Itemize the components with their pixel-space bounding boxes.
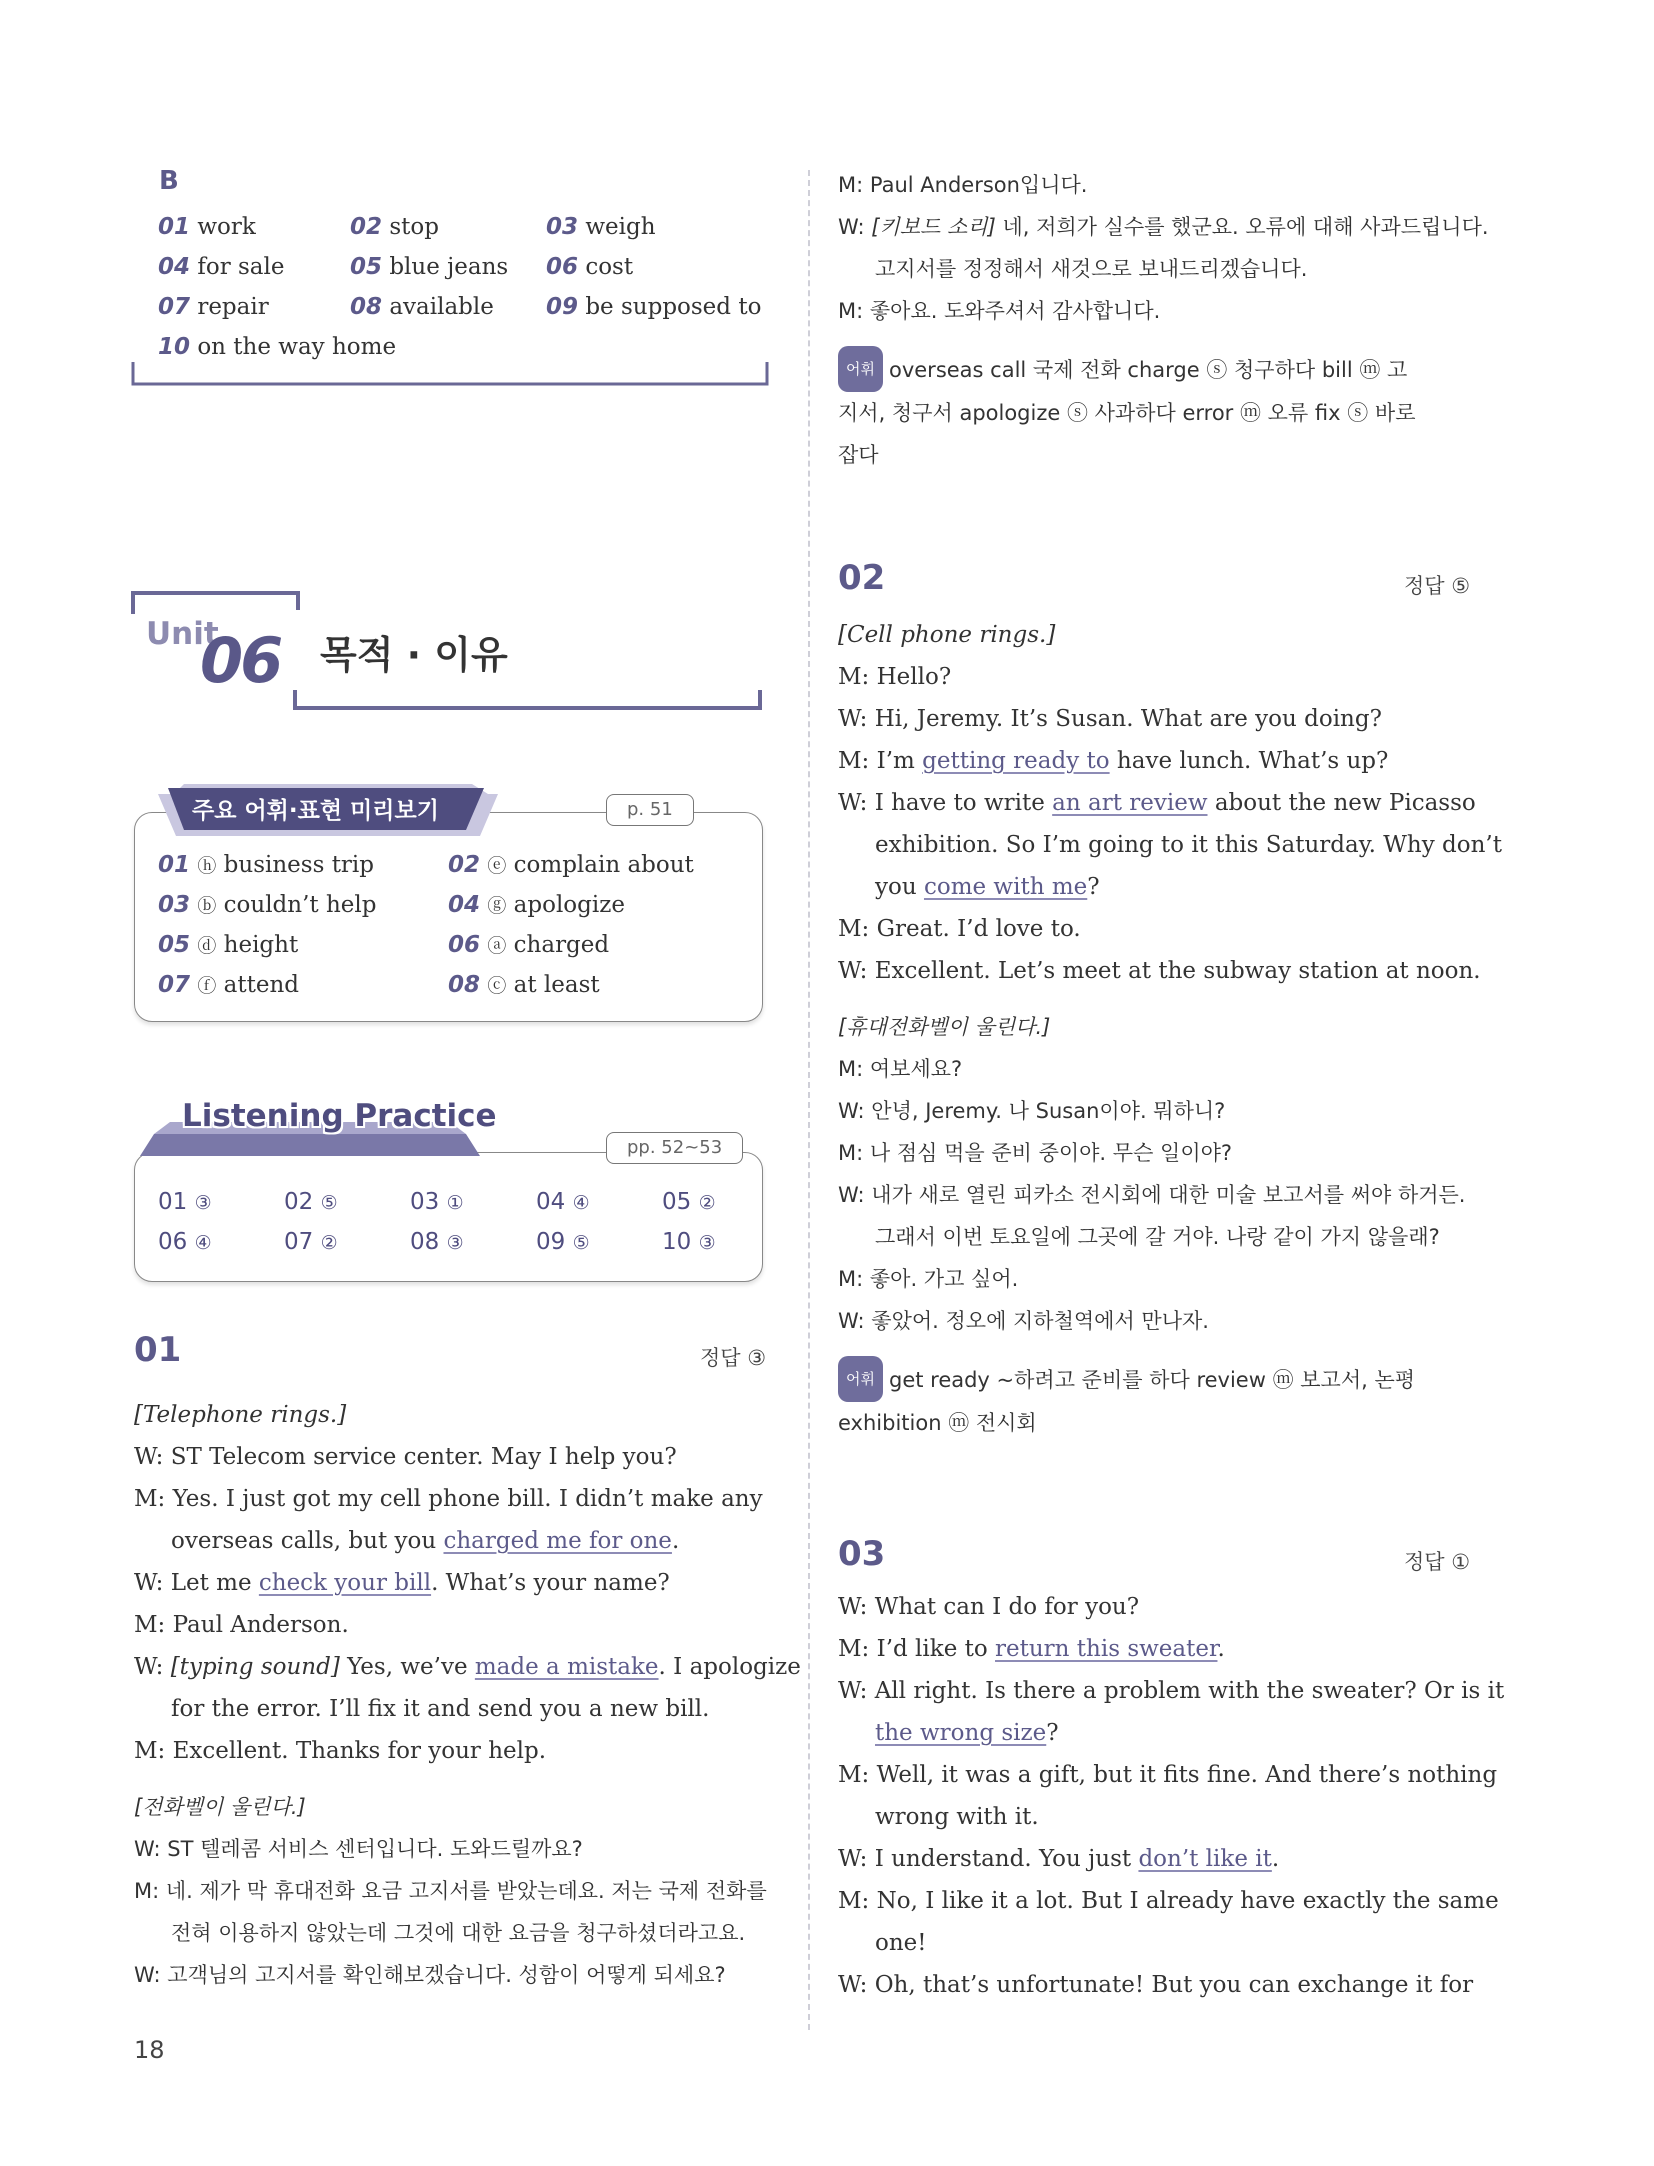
item-text: cost bbox=[585, 254, 634, 280]
answer-blank: don’t like it bbox=[1138, 1846, 1272, 1872]
stage-direction: [Cell phone rings.] bbox=[838, 622, 1056, 648]
dialogue-line: the wrong size? bbox=[875, 1720, 1059, 1746]
answer-mark: ① bbox=[446, 1192, 464, 1214]
question-number: 03 bbox=[838, 1534, 886, 1574]
dialogue-line-ko: M: 여보세요? bbox=[838, 1057, 963, 1081]
vocab-line: 잡다 bbox=[838, 443, 879, 467]
answer-mark: ② bbox=[320, 1232, 338, 1254]
item-text: available bbox=[389, 294, 494, 320]
dialogue-line: W: What can I do for you? bbox=[838, 1594, 1140, 1620]
item-mark: ⓒ bbox=[487, 975, 507, 997]
dialogue-line: W: Excellent. Let’s meet at the subway station at noon. bbox=[838, 958, 1481, 984]
q01-dialogue-continued bbox=[838, 164, 1489, 476]
section-b-label: B bbox=[159, 166, 179, 196]
answer-label: 정답 ③ bbox=[700, 1346, 767, 1370]
answer-blank: return this sweater bbox=[995, 1636, 1218, 1662]
item-num: 04 bbox=[448, 892, 481, 918]
dialogue-line-ko: M: 나 점심 먹을 준비 중이야. 무슨 일이야? bbox=[838, 1141, 1233, 1165]
dialogue-line: you come with me? bbox=[875, 874, 1100, 900]
dialogue-line-ko: M: 좋아. 가고 싶어. bbox=[838, 1267, 1019, 1291]
item-text: height bbox=[223, 932, 299, 958]
item-mark: ⓗ bbox=[197, 855, 217, 877]
item-num: 02 bbox=[350, 214, 383, 240]
answer-mark: ④ bbox=[194, 1232, 212, 1254]
item-text: blue jeans bbox=[389, 254, 509, 280]
stage-direction-ko: [휴대전화벨이 울린다.] bbox=[838, 1015, 1051, 1039]
question-number: 02 bbox=[838, 558, 886, 598]
answer-label: 정답 ① bbox=[1404, 1550, 1471, 1574]
dialogue-line: W: I understand. You just don’t like it. bbox=[838, 1846, 1280, 1872]
dialogue-line-ko: W: 고객님의 고지서를 확인해보겠습니다. 성함이 어떻게 되세요? bbox=[134, 1963, 726, 1987]
unit-label: Unit bbox=[146, 616, 219, 652]
answer-mark: ⑤ bbox=[320, 1192, 338, 1214]
dialogue-line: W: [typing sound] Yes, we’ve made a mistake. I apologize bbox=[134, 1654, 801, 1680]
dialogue-line: W: ST Telecom service center. May I help you? bbox=[134, 1444, 677, 1470]
dialogue-line: M: Paul Anderson. bbox=[134, 1612, 349, 1638]
item-text: couldn’t help bbox=[223, 892, 377, 918]
dialogue-line: W: All right. Is there a problem with the sweater? Or is it bbox=[838, 1678, 1505, 1704]
answer-num: 05 bbox=[662, 1189, 692, 1215]
answer-num: 06 bbox=[158, 1229, 188, 1255]
dialogue-line: overseas calls, but you charged me for one. bbox=[171, 1528, 680, 1554]
dialogue-line: wrong with it. bbox=[875, 1804, 1039, 1830]
dialogue-line-ko: 그래서 이번 토요일에 그곳에 갈 거야. 나랑 같이 가지 않을래? bbox=[875, 1225, 1440, 1249]
dialogue-line-ko: M: 네. 제가 막 휴대전화 요금 고지서를 받았는데요. 저는 국제 전화를 bbox=[134, 1879, 767, 1903]
vocab-preview-page: p. 51 bbox=[606, 794, 694, 826]
dialogue-line: W: Hi, Jeremy. It’s Susan. What are you doing? bbox=[838, 706, 1382, 732]
item-num: 08 bbox=[448, 972, 481, 998]
answer-num: 02 bbox=[284, 1189, 314, 1215]
answer-num: 07 bbox=[284, 1229, 314, 1255]
item-text: attend bbox=[223, 972, 300, 998]
answer-blank: check your bill bbox=[258, 1570, 432, 1596]
section-b-bracket bbox=[130, 360, 770, 390]
stage-direction: [Telephone rings.] bbox=[134, 1402, 347, 1428]
q02-dialogue bbox=[838, 614, 1502, 1444]
answer-mark: ③ bbox=[698, 1232, 716, 1254]
item-mark: ⓖ bbox=[487, 895, 507, 917]
item-num: 01 bbox=[158, 852, 191, 878]
item-num: 07 bbox=[158, 972, 191, 998]
dialogue-line-ko: W: ST 텔레콤 서비스 센터입니다. 도와드릴까요? bbox=[134, 1837, 583, 1861]
answer-num: 08 bbox=[410, 1229, 440, 1255]
unit-title: 목적 · 이유 bbox=[320, 633, 508, 677]
answer-blank: charged me for one bbox=[443, 1528, 672, 1554]
answer-mark: ② bbox=[698, 1192, 716, 1214]
vocab-line: 지서, 청구서 apologize ⓢ 사과하다 error ⓜ 오류 fix ⓢ 바로 bbox=[838, 401, 1416, 425]
answer-blank: an art review bbox=[1052, 790, 1208, 816]
answer-mark: ④ bbox=[572, 1192, 590, 1214]
dialogue-line: W: Let me check your bill. What’s your name? bbox=[134, 1570, 670, 1596]
item-text: repair bbox=[197, 294, 269, 320]
dialogue-line: for the error. I’ll fix it and send you a new bill. bbox=[171, 1696, 710, 1722]
dialogue-line-ko: M: 좋아요. 도와주셔서 감사합니다. bbox=[838, 299, 1161, 323]
item-text: be supposed to bbox=[585, 294, 762, 320]
dialogue-line: W: I have to write an art review about the new Picasso bbox=[838, 790, 1476, 816]
item-text: complain about bbox=[513, 852, 694, 878]
item-text: on the way home bbox=[197, 334, 397, 360]
unit-number: 06 bbox=[200, 624, 281, 697]
item-mark: ⓑ bbox=[197, 895, 217, 917]
dialogue-line: one! bbox=[875, 1930, 927, 1956]
dialogue-line-ko: W: 좋았어. 정오에 지하철역에서 만나자. bbox=[838, 1309, 1209, 1333]
answer-blank: come with me bbox=[923, 874, 1088, 900]
vocab-line: exhibition ⓜ 전시회 bbox=[838, 1411, 1037, 1435]
listening-practice-pages: pp. 52~53 bbox=[606, 1132, 743, 1164]
item-num: 08 bbox=[350, 294, 383, 320]
vocab-badge: 어휘 bbox=[838, 1356, 883, 1402]
item-text: apologize bbox=[513, 892, 625, 918]
answer-mark: ③ bbox=[194, 1192, 212, 1214]
answer-mark: ⑤ bbox=[572, 1232, 590, 1254]
dialogue-line-ko: 고지서를 정정해서 새것으로 보내드리겠습니다. bbox=[875, 257, 1308, 281]
dialogue-line: M: Excellent. Thanks for your help. bbox=[134, 1738, 547, 1764]
item-mark: ⓐ bbox=[487, 935, 507, 957]
answer-num: 10 bbox=[662, 1229, 692, 1255]
item-num: 03 bbox=[158, 892, 191, 918]
dialogue-line: M: Great. I’d love to. bbox=[838, 916, 1081, 942]
dialogue-line-ko: W: 내가 새로 열린 피카소 전시회에 대한 미술 보고서를 써야 하거든. bbox=[838, 1183, 1466, 1207]
q03-dialogue bbox=[838, 1586, 1505, 2006]
dialogue-line: M: No, I like it a lot. But I already have exactly the same bbox=[838, 1888, 1499, 1914]
section-b-list bbox=[158, 206, 778, 366]
item-mark: ⓔ bbox=[487, 855, 507, 877]
listening-practice-title: Listening Practice bbox=[182, 1098, 497, 1134]
vocab-badge: 어휘 bbox=[838, 346, 883, 392]
dialogue-line: W: Oh, that’s unfortunate! But you can exchange it for bbox=[838, 1972, 1474, 1998]
answer-num: 04 bbox=[536, 1189, 566, 1215]
dialogue-line-ko: M: Paul Anderson입니다. bbox=[838, 173, 1088, 197]
item-mark: ⓓ bbox=[197, 935, 217, 957]
dialogue-line: exhibition. So I’m going to it this Saturday. Why don’t bbox=[875, 832, 1502, 858]
item-text: business trip bbox=[223, 852, 375, 878]
vocab-preview-list bbox=[158, 844, 758, 1004]
item-num: 04 bbox=[158, 254, 191, 280]
dialogue-line: M: I’d like to return this sweater. bbox=[838, 1636, 1225, 1662]
question-number: 01 bbox=[134, 1330, 182, 1370]
answer-num: 01 bbox=[158, 1189, 188, 1215]
stage-direction-ko: [전화벨이 울린다.] bbox=[134, 1795, 306, 1819]
answer-blank: the wrong size bbox=[875, 1720, 1047, 1746]
dialogue-line: M: Yes. I just got my cell phone bill. I didn’t make any bbox=[134, 1486, 763, 1512]
item-text: weigh bbox=[585, 214, 656, 240]
item-num: 10 bbox=[158, 334, 191, 360]
item-text: stop bbox=[389, 214, 439, 240]
item-text: for sale bbox=[197, 254, 285, 280]
answer-num: 09 bbox=[536, 1229, 566, 1255]
vocab-preview-title: 주요 어휘·표현 미리보기 bbox=[192, 798, 439, 824]
dialogue-line-ko: W: [키보드 소리] 네, 저희가 실수를 했군요. 오류에 대해 사과드립니다. bbox=[838, 215, 1489, 239]
item-mark: ⓕ bbox=[197, 975, 217, 997]
item-num: 05 bbox=[350, 254, 383, 280]
dialogue-line-ko: 전혀 이용하지 않았는데 그것에 대한 요금을 청구하셨더라고요. bbox=[171, 1921, 746, 1945]
answer-num: 03 bbox=[410, 1189, 440, 1215]
item-num: 06 bbox=[448, 932, 481, 958]
dialogue-line: M: Well, it was a gift, but it fits fine. And there’s nothing bbox=[838, 1762, 1498, 1788]
listening-answers bbox=[158, 1182, 758, 1262]
item-num: 09 bbox=[546, 294, 579, 320]
item-num: 06 bbox=[546, 254, 579, 280]
item-num: 03 bbox=[546, 214, 579, 240]
answer-blank: getting ready to bbox=[922, 748, 1110, 774]
answer-label: 정답 ⑤ bbox=[1404, 574, 1471, 598]
column-divider bbox=[808, 170, 810, 2030]
answer-mark: ③ bbox=[446, 1232, 464, 1254]
answer-blank: made a mistake bbox=[474, 1654, 659, 1680]
dialogue-line: M: Hello? bbox=[838, 664, 952, 690]
item-num: 02 bbox=[448, 852, 481, 878]
dialogue-line-ko: W: 안녕, Jeremy. 나 Susan이야. 뭐하니? bbox=[838, 1099, 1226, 1123]
item-num: 01 bbox=[158, 214, 191, 240]
vocab-line: 어휘 overseas call 국제 전화 charge ⓢ 청구하다 bill ⓜ 고 bbox=[838, 346, 1478, 392]
dialogue-line: M: I’m getting ready to have lunch. What’s up? bbox=[838, 748, 1389, 774]
item-text: work bbox=[197, 214, 256, 240]
vocab-line: 어휘 get ready ~하려고 준비를 하다 review ⓜ 보고서, 논평 bbox=[838, 1356, 1478, 1402]
item-num: 05 bbox=[158, 932, 191, 958]
item-text: at least bbox=[513, 972, 600, 998]
item-num: 07 bbox=[158, 294, 191, 320]
item-text: charged bbox=[513, 932, 610, 958]
q01-dialogue bbox=[134, 1394, 801, 1996]
page-number: 18 bbox=[134, 2036, 165, 2064]
